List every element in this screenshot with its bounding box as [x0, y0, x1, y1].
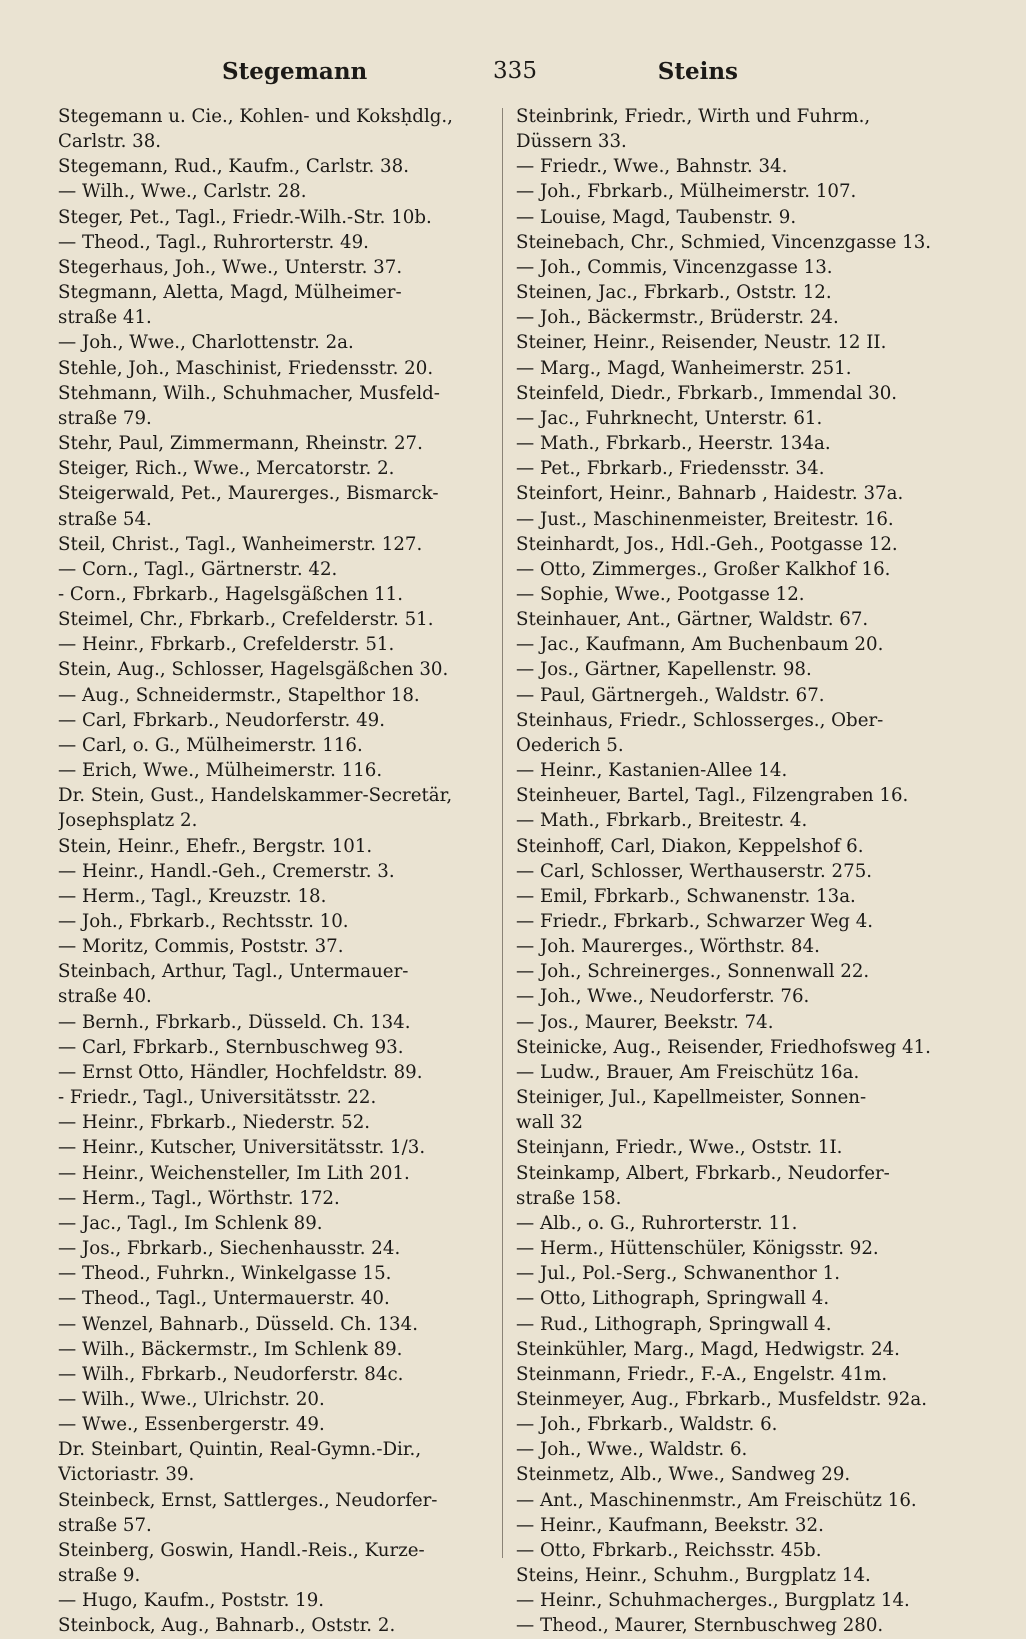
directory-entry: — Joh., Schreinerges., Sonnenwall 22. [516, 961, 870, 983]
directory-entry: — Bernh., Fbrkarb., Düsseld. Ch. 134. [58, 1011, 411, 1033]
directory-entry: — Carl, Fbrkarb., Neudorferstr. 49. [58, 709, 385, 731]
directory-entry: — Heinr., Fbrkarb., Niederstr. 52. [58, 1112, 371, 1134]
directory-entry: Josephsplatz 2. [58, 810, 198, 832]
directory-entry: — Otto, Lithograph, Springwall 4. [516, 1288, 830, 1310]
directory-entry: — Theod., Fuhrkn., Winkelgasse 15. [58, 1263, 392, 1285]
directory-entry: Steinfort, Heinr., Bahnarb , Haidestr. 37a. [516, 483, 904, 505]
directory-entry: — Joh., Wwe., Charlottenstr. 2a. [58, 332, 354, 354]
directory-entry: — Just., Maschinenmeister, Breitestr. 16. [516, 508, 894, 530]
directory-entry: Steinmeyer, Aug., Fbrkarb., Musfeldstr. 92a. [516, 1388, 927, 1410]
directory-entry: Stegerhaus, Joh., Wwe., Unterstr. 37. [58, 256, 403, 278]
directory-entry: — Joh., Fbrkarb., Rechtsstr. 10. [58, 911, 349, 932]
directory-entry: — Aug., Schneidermstr., Stapelthor 18. [58, 684, 420, 706]
directory-entry: — Jul., Pol.-Serg., Schwanenthor 1. [516, 1263, 840, 1285]
directory-entry: Steimel, Chr., Fbrkarb., Crefelderstr. 51. [58, 609, 434, 631]
directory-entry: Steinbrink, Friedr., Wirth und Fuhrm., [516, 106, 871, 127]
directory-entry: — Herm., Tagl., Kreuzstr. 18. [58, 885, 327, 907]
directory-entry: — Alb., o. G., Ruhrorterstr. 11. [516, 1212, 798, 1234]
directory-entry: Stehle, Joh., Maschinist, Friedensstr. 20. [58, 357, 434, 379]
directory-entry: — Joh., Commis, Vincenzgasse 13. [516, 256, 833, 278]
directory-entry: — Joh., Fbrkarb., Waldstr. 6. [516, 1414, 778, 1436]
directory-entry: Steinicke, Aug., Reisender, Friedhofsweg 41. [516, 1036, 931, 1058]
directory-entry: Steiger, Rich., Wwe., Mercatorstr. 2. [58, 458, 395, 480]
directory-entry: — Wilh., Wwe., Ulrichstr. 20. [58, 1388, 325, 1410]
directory-entry: — Theod., Tagl., Ruhrorterstr. 49. [58, 231, 369, 253]
directory-entry: — Wenzel, Bahnarb., Düsseld. Ch. 134. [58, 1313, 418, 1335]
directory-entry: Stehmann, Wilh., Schuhmacher, Musfeld- [58, 382, 440, 404]
directory-entry: — Jos., Gärtner, Kapellenstr. 98. [516, 659, 812, 681]
directory-entry: — Paul, Gärtnergeh., Waldstr. 67. [516, 684, 825, 706]
directory-entry: — Wilh., Fbrkarb., Neudorferstr. 84c. [58, 1363, 404, 1385]
directory-entry: straße 9. [58, 1565, 141, 1587]
directory-entry: — Ludw., Brauer, Am Freischütz 16a. [516, 1061, 860, 1083]
directory-entry: — Jac., Kaufmann, Am Buchenbaum 20. [516, 634, 884, 656]
directory-entry: Steinen, Jac., Fbrkarb., Oststr. 12. [516, 282, 832, 304]
directory-entry: Steinfeld, Diedr., Fbrkarb., Immendal 30. [516, 382, 898, 404]
left-column [58, 104, 490, 1639]
directory-entry: — Heinr., Kastanien-Allee 14. [516, 760, 788, 782]
directory-entry: — Corn., Tagl., Gärtnerstr. 42. [58, 558, 338, 580]
directory-entry: — Math., Fbrkarb., Heerstr. 134a. [516, 433, 831, 455]
header-left-keyword: Stegemann [222, 58, 368, 85]
directory-entry: — Otto, Fbrkarb., Reichsstr. 45b. [516, 1539, 822, 1561]
directory-entry: Steinheuer, Bartel, Tagl., Filzengraben 16. [516, 785, 909, 807]
directory-entry: — Hugo, Kaufm., Poststr. 19. [58, 1590, 325, 1612]
directory-entry: straße 40. [58, 986, 152, 1008]
directory-entry: Steil, Christ., Tagl., Wanheimerstr. 127. [58, 533, 423, 555]
directory-entry: — Moritz, Commis, Poststr. 37. [58, 936, 344, 958]
header-right-keyword: Steins [657, 58, 738, 85]
directory-entry: wall 32 [516, 1112, 583, 1134]
directory-entry: straße 41. [58, 307, 152, 329]
directory-entry: Stehr, Paul, Zimmermann, Rheinstr. 27. [58, 433, 423, 455]
directory-entry: Stein, Aug., Schlosser, Hagelsgäßchen 30. [58, 659, 449, 681]
directory-entry: — Joh., Bäckermstr., Brüderstr. 24. [516, 307, 839, 329]
page-header [62, 58, 968, 94]
directory-entry: — Carl, Fbrkarb., Sternbuschweg 93. [58, 1036, 404, 1058]
directory-entry: Steinmann, Friedr., F.-A., Engelstr. 41m. [516, 1363, 888, 1385]
directory-entry: — Jos., Fbrkarb., Siechenhausstr. 24. [58, 1238, 401, 1260]
directory-entry: — Friedr., Fbrkarb., Schwarzer Weg 4. [516, 911, 874, 932]
directory-entry: — Joh., Fbrkarb., Mülheimerstr. 107. [516, 181, 857, 203]
directory-entry: — Heinr., Kutscher, Universitätsstr. 1/3. [58, 1137, 426, 1159]
directory-entry: Steins, Heinr., Schuhm., Burgplatz 14. [516, 1565, 871, 1587]
directory-entry: — Ernst Otto, Händler, Hochfeldstr. 89. [58, 1061, 423, 1083]
directory-entry: — Heinr., Fbrkarb., Crefelderstr. 51. [58, 634, 395, 656]
directory-entry: Steinhauer, Ant., Gärtner, Waldstr. 67. [516, 609, 869, 631]
directory-entry: - Friedr., Tagl., Universitätsstr. 22. [58, 1087, 377, 1109]
directory-entry: — Theod., Maurer, Sternbuschweg 280. [516, 1615, 884, 1637]
directory-entry: Steinberg, Goswin, Handl.-Reis., Kurze- [58, 1539, 425, 1561]
directory-entry: straße 158. [516, 1187, 622, 1209]
directory-entry: Steigerwald, Pet., Maurerges., Bismarck- [58, 483, 439, 505]
directory-entry: — Joh., Wwe., Waldstr. 6. [516, 1439, 748, 1461]
directory-entry: — Heinr., Kaufmann, Beekstr. 32. [516, 1514, 824, 1536]
directory-entry: straße 79. [58, 407, 152, 429]
directory-entry: Steinhardt, Jos., Hdl.-Geh., Pootgasse 12. [516, 533, 898, 555]
directory-entry: Steger, Pet., Tagl., Friedr.-Wilh.-Str. 10b. [58, 206, 432, 228]
directory-entry: Steinebach, Chr., Schmied, Vincenzgasse 13. [516, 231, 932, 253]
directory-entry: — Ant., Maschinenmstr., Am Freischütz 16. [516, 1489, 917, 1511]
directory-entry: Stein, Heinr., Ehefr., Bergstr. 101. [58, 835, 373, 857]
directory-entry: — Herm., Hüttenschüler, Königsstr. 92. [516, 1238, 879, 1260]
directory-entry: Oederich 5. [516, 734, 624, 756]
directory-entry: Steinjann, Friedr., Wwe., Oststr. 1I. [516, 1137, 843, 1159]
directory-entry: — Jos., Maurer, Beekstr. 74. [516, 1011, 774, 1033]
directory-entry: — Joh. Maurerges., Wörthstr. 84. [516, 936, 820, 958]
directory-entry: Dr. Stein, Gust., Handelskammer-Secretär, [58, 785, 453, 807]
directory-entry: straße 54. [58, 508, 152, 530]
directory-entry: — Wwe., Essenbergerstr. 49. [58, 1414, 325, 1436]
directory-entry: — Rud., Lithograph, Springwall 4. [516, 1313, 832, 1335]
directory-entry: — Friedr., Wwe., Bahnstr. 34. [516, 156, 788, 178]
directory-entry: Steinbach, Arthur, Tagl., Untermauer- [58, 961, 409, 983]
directory-entry: — Emil, Fbrkarb., Schwanenstr. 13a. [516, 885, 856, 907]
directory-entry: straße 57. [58, 1514, 152, 1536]
directory-entry: Stegmann, Aletta, Magd, Mülheimer- [58, 282, 402, 304]
directory-entry: — Pet., Fbrkarb., Friedensstr. 34. [516, 458, 825, 480]
directory-entry: — Marg., Magd, Wanheimerstr. 251. [516, 357, 852, 379]
directory-entry: Dr. Steinbart, Quintin, Real-Gymn.-Dir., [58, 1439, 422, 1461]
directory-entry: — Herm., Tagl., Wörthstr. 172. [58, 1187, 340, 1209]
directory-entry: - Corn., Fbrkarb., Hagelsgäßchen 11. [58, 583, 404, 605]
directory-entry: Steiniger, Jul., Kapellmeister, Sonnen- [516, 1087, 867, 1109]
directory-entry: — Heinr., Schuhmacherges., Burgplatz 14. [516, 1590, 910, 1612]
directory-entry: — Jac., Fuhrknecht, Unterstr. 61. [516, 407, 823, 429]
directory-entry: Stegemann, Rud., Kaufm., Carlstr. 38. [58, 156, 409, 178]
directory-entry: — Theod., Tagl., Untermauerstr. 40. [58, 1288, 390, 1310]
directory-entry: — Math., Fbrkarb., Breitestr. 4. [516, 810, 808, 832]
directory-entry: Steinkühler, Marg., Magd, Hedwigstr. 24. [516, 1338, 900, 1360]
directory-entry: Victoriastr. 39. [58, 1464, 195, 1486]
directory-entry: Düssern 33. [516, 131, 627, 153]
directory-entry: — Erich, Wwe., Mülheimerstr. 116. [58, 760, 383, 782]
directory-entry: Steinbeck, Ernst, Sattlerges., Neudorfer- [58, 1489, 438, 1511]
directory-entry: — Heinr., Handl.-Geh., Cremerstr. 3. [58, 860, 395, 882]
directory-entry: — Heinr., Weichensteller, Im Lith 201. [58, 1162, 410, 1184]
directory-entry: Carlstr. 38. [58, 131, 162, 153]
directory-entry: — Sophie, Wwe., Pootgasse 12. [516, 583, 805, 605]
directory-entry: — Wilh., Bäckermstr., Im Schlenk 89. [58, 1338, 403, 1360]
directory-entry: — Louise, Magd, Taubenstr. 9. [516, 206, 797, 228]
directory-entry: Steinhaus, Friedr., Schlosserges., Ober- [516, 709, 884, 731]
column-divider [502, 108, 503, 1558]
directory-entry: — Carl, o. G., Mülheimerstr. 116. [58, 734, 363, 756]
directory-entry: — Otto, Zimmerges., Großer Kalkhof 16. [516, 558, 891, 580]
directory-entry: Steiner, Heinr., Reisender, Neustr. 12 II. [516, 332, 887, 354]
page-number: 335 [493, 58, 537, 84]
directory-entry: — Jac., Tagl., Im Schlenk 89. [58, 1212, 323, 1234]
directory-entry: — Joh., Wwe., Neudorferstr. 76. [516, 986, 810, 1008]
right-column [516, 104, 956, 1639]
directory-entry: Stegemann u. Cie., Kohlen- und Koksḥdlg., [58, 106, 453, 127]
directory-entry: — Wilh., Wwe., Carlstr. 28. [58, 181, 307, 203]
directory-entry: Steinkamp, Albert, Fbrkarb., Neudorfer- [516, 1162, 890, 1184]
directory-entry: Steinmetz, Alb., Wwe., Sandweg 29. [516, 1464, 851, 1486]
directory-entry: Steinbock, Aug., Bahnarb., Oststr. 2. [58, 1615, 396, 1637]
directory-entry: — Carl, Schlosser, Werthauserstr. 275. [516, 860, 873, 882]
directory-entry: Steinhoff, Carl, Diakon, Keppelshof 6. [516, 835, 864, 857]
